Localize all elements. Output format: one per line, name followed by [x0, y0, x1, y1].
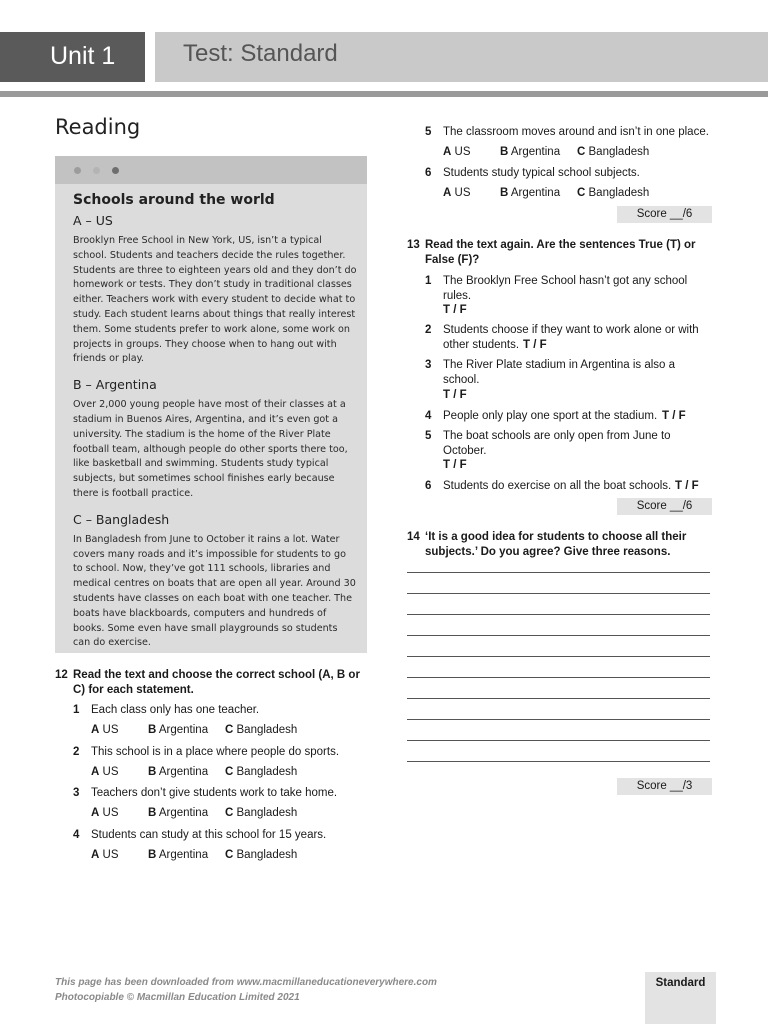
- score-box-q13[interactable]: Score __/6: [617, 498, 712, 515]
- item-number: 6: [425, 480, 432, 492]
- option-a-text: US: [454, 146, 471, 158]
- option-c-letter[interactable]: C: [225, 849, 234, 861]
- option-c-text: Bangladesh: [236, 849, 298, 861]
- reading-text-box: [55, 156, 367, 653]
- item-text: Teachers don’t give students work to take home.: [91, 787, 338, 799]
- download-notice: This page has been downloaded from www.macmillaneducationeverywhere.com: [55, 977, 437, 988]
- item-text: The River Plate stadium in Argentina is also a school.: [443, 359, 676, 386]
- option-c-letter[interactable]: C: [577, 187, 586, 199]
- item-number: 1: [425, 275, 432, 287]
- option-a-text: US: [102, 849, 119, 861]
- question-13-number: 13: [407, 239, 420, 251]
- option-a-text: US: [102, 807, 119, 819]
- option-c-text: Bangladesh: [236, 724, 298, 736]
- section-heading-b: B – Argentina: [73, 377, 157, 393]
- item-text: Students do exercise on all the boat schools.: [443, 480, 672, 492]
- score-box-q12[interactable]: Score __/6: [617, 206, 712, 223]
- option-a-text: US: [102, 766, 119, 778]
- section-heading-a: A – US: [73, 213, 113, 228]
- option-b-letter[interactable]: B: [148, 807, 157, 819]
- true-false-choice[interactable]: T / F: [443, 459, 467, 471]
- option-b-letter[interactable]: B: [148, 724, 157, 736]
- item-number: 4: [73, 829, 80, 841]
- item-text: The Brooklyn Free School hasn’t got any school rules.: [443, 275, 688, 302]
- section-body-b: Over 2,000 young people have most of their classes at a stadium in Buenos Aires, Argentina, and it’s even got a university. The stadium is the home of the River Plate football team, although people do other sports there too, like basketball and swimming. Students study typical subjects, but sometimes school finishes early because there is football practice.: [73, 399, 348, 499]
- option-c-letter[interactable]: C: [225, 724, 234, 736]
- section-title: Reading: [55, 115, 141, 139]
- option-b-letter[interactable]: B: [500, 187, 509, 199]
- section-heading-c: C – Bangladesh: [73, 511, 170, 527]
- level-badge: Standard: [645, 972, 716, 1024]
- answer-line[interactable]: [407, 635, 710, 636]
- option-b-text: Argentina: [158, 766, 209, 778]
- item-number: 5: [425, 126, 432, 138]
- question-12-number: 12: [55, 669, 68, 681]
- section-body-c: In Bangladesh from June to October it rains a lot. Water covers many roads and it’s impossible for students to go to school. Now, they’ve got 111 schools, libraries and medical centres on boats that are open all year. Around 30 students have classes on each boat with one teacher. The boats have blackboards, computers and hundreds of books. Some even have small playgrounds so students can do exercise.: [73, 533, 356, 649]
- option-a-letter[interactable]: A: [443, 146, 452, 158]
- option-a-text: US: [102, 724, 119, 736]
- answer-line[interactable]: [407, 614, 710, 615]
- dot-icon: [112, 167, 119, 174]
- item-number: 1: [73, 704, 80, 716]
- item-number: 4: [425, 410, 432, 422]
- item-text: Students can study at this school for 15 years.: [91, 829, 327, 841]
- item-text: Students choose if they want to work alone or with other students.: [443, 324, 699, 351]
- true-false-choice[interactable]: T / F: [675, 480, 699, 492]
- item-text: The classroom moves around and isn’t in one place.: [443, 126, 709, 138]
- option-b-text: Argentina: [510, 146, 561, 158]
- option-b-letter[interactable]: B: [500, 146, 509, 158]
- answer-line[interactable]: [407, 656, 710, 657]
- item-text: People only play one sport at the stadium.: [443, 410, 658, 422]
- item-text: Each class only has one teacher.: [91, 704, 260, 716]
- answer-line[interactable]: [407, 677, 710, 678]
- option-b-text: Argentina: [158, 724, 209, 736]
- option-c-letter[interactable]: C: [225, 766, 234, 778]
- option-a-letter[interactable]: A: [91, 724, 100, 736]
- option-c-text: Bangladesh: [588, 146, 650, 158]
- option-b-letter[interactable]: B: [148, 766, 157, 778]
- item-text: Students study typical school subjects.: [443, 167, 640, 179]
- answer-line[interactable]: [407, 593, 710, 594]
- dot-icon: [93, 167, 100, 174]
- item-number: 3: [425, 359, 432, 371]
- score-box-q14[interactable]: Score __/3: [617, 778, 712, 795]
- option-b-text: Argentina: [158, 849, 209, 861]
- item-number: 2: [425, 324, 432, 336]
- true-false-choice[interactable]: T / F: [523, 339, 547, 351]
- option-a-text: US: [454, 187, 471, 199]
- dot-icon: [74, 167, 81, 174]
- option-a-letter[interactable]: A: [443, 187, 452, 199]
- section-body-a: Brooklyn Free School in New York, US, isn’t a typical school. Students and teachers decide the rules together. Students are three to eighteen years old and they don’t do homework or tests. They don’t study in traditional classes either. Teachers work with every student to decide what to study. Each student learns about things that really interest them. Some students prefer to work alone, some work on projects in groups. They choose when to hang out with friends or play.: [73, 235, 357, 365]
- header-divider: [0, 91, 768, 97]
- answer-line[interactable]: [407, 719, 710, 720]
- true-false-choice[interactable]: T / F: [662, 410, 686, 422]
- option-b-text: Argentina: [158, 807, 209, 819]
- copyright-notice: Photocopiable © Macmillan Education Limited 2021: [55, 992, 300, 1003]
- question-12-instruction: Read the text and choose the correct school (A, B or C) for each statement.: [73, 669, 360, 696]
- option-c-letter[interactable]: C: [225, 807, 234, 819]
- option-a-letter[interactable]: A: [91, 807, 100, 819]
- text-title: Schools around the world: [73, 192, 275, 208]
- test-title: Test: Standard: [155, 32, 768, 82]
- item-number: 5: [425, 430, 432, 442]
- answer-line[interactable]: [407, 572, 710, 573]
- option-b-letter[interactable]: B: [148, 849, 157, 861]
- answer-line[interactable]: [407, 740, 710, 741]
- option-c-text: Bangladesh: [588, 187, 650, 199]
- option-c-text: Bangladesh: [236, 766, 298, 778]
- option-c-text: Bangladesh: [236, 807, 298, 819]
- question-14-instruction: ‘It is a good idea for students to choose all their subjects.’ Do you agree? Give three reasons.: [425, 531, 687, 558]
- answer-line[interactable]: [407, 761, 710, 762]
- item-text: This school is in a place where people do sports.: [91, 746, 340, 758]
- answer-line[interactable]: [407, 698, 710, 699]
- text-box-bar: [55, 156, 367, 184]
- item-number: 3: [73, 787, 80, 799]
- option-a-letter[interactable]: A: [91, 849, 100, 861]
- true-false-choice[interactable]: T / F: [443, 304, 467, 316]
- question-14-number: 14: [407, 531, 420, 543]
- item-number: 2: [73, 746, 80, 758]
- option-c-letter[interactable]: C: [577, 146, 586, 158]
- option-b-text: Argentina: [510, 187, 561, 199]
- item-number: 6: [425, 167, 432, 179]
- question-13-instruction: Read the text again. Are the sentences True (T) or False (F)?: [425, 239, 696, 266]
- option-a-letter[interactable]: A: [91, 766, 100, 778]
- true-false-choice[interactable]: T / F: [443, 389, 467, 401]
- unit-label: Unit 1: [0, 32, 145, 82]
- item-text: The boat schools are only open from June to October.: [443, 430, 671, 457]
